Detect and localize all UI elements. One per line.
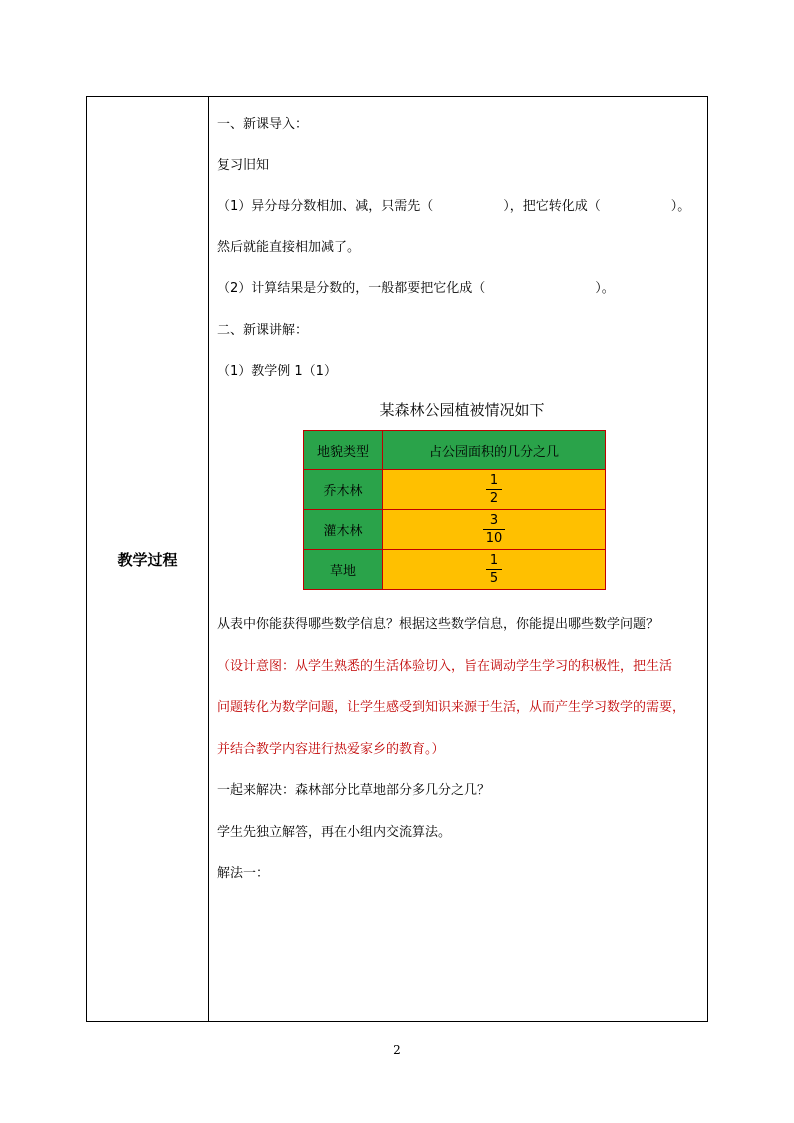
design-intent-line-3: 并结合教学内容进行热爱家乡的教育。） (217, 742, 445, 757)
numerator: 1 (489, 553, 499, 568)
question-1 (217, 195, 690, 214)
lesson-table-frame (86, 96, 708, 1022)
info-question: 从表中你能获得哪些数学信息？根据这些数学信息，你能提出哪些数学问题？ (217, 617, 660, 632)
question-2-part-a: （2）计算结果是分数的，一般都要把它化成（ (217, 281, 486, 296)
row-type: 草地 (304, 550, 383, 590)
column-divider (208, 97, 209, 1021)
table-header-row (304, 431, 606, 470)
header-fraction: 占公园面积的几分之几 (383, 431, 606, 470)
table-row (304, 470, 606, 510)
solution-one-label: 解法一： (217, 866, 270, 881)
student-instruction: 学生先独立解答，再在小组内交流算法。 (217, 825, 452, 840)
fraction (483, 513, 505, 546)
row-fraction (383, 550, 606, 590)
vegetation-table (303, 430, 606, 590)
question-1-continued: 然后就能直接相加减了。 (217, 240, 361, 255)
design-intent-line-1: （设计意图：从学生熟悉的生活体验切入，旨在调动学生学习的积极性，把生活 (217, 659, 673, 674)
section-label: 教学过程 (117, 551, 178, 569)
denominator: 2 (489, 491, 499, 506)
table-row (304, 510, 606, 550)
numerator: 3 (489, 513, 499, 528)
heading-intro: 一、新课导入： (217, 117, 309, 132)
table-row (304, 550, 606, 590)
numerator: 1 (489, 473, 499, 488)
header-terrain: 地貌类型 (304, 431, 383, 470)
question-1-part-a: （1）异分母分数相加、减，只需先（ (217, 199, 434, 214)
row-fraction (383, 510, 606, 550)
review-label: 复习旧知 (217, 158, 270, 173)
denominator: 10 (485, 531, 503, 546)
denominator: 5 (489, 571, 499, 586)
table-title: 某森林公园植被情况如下 (379, 401, 545, 419)
fraction (486, 553, 502, 586)
page-number: 2 (393, 1043, 401, 1057)
question-1-part-c: ）。 (670, 199, 691, 214)
question-1-part-b: ），把它转化成（ (503, 199, 601, 214)
question-2-part-b: ）。 (595, 281, 615, 296)
row-fraction (383, 470, 606, 510)
solve-question: 一起来解决：森林部分比草地部分多几分之几？ (217, 783, 491, 798)
design-intent-line-2: 问题转化为数学问题，让学生感受到知识来源于生活，从而产生学习数学的需要， (217, 700, 686, 715)
heading-new-lesson: 二、新课讲解： (217, 323, 309, 338)
example-label: （1）教学例 1（1） (217, 364, 337, 379)
question-2 (217, 277, 615, 296)
fraction (486, 473, 502, 506)
row-type: 灌木林 (304, 510, 383, 550)
row-type: 乔木林 (304, 470, 383, 510)
